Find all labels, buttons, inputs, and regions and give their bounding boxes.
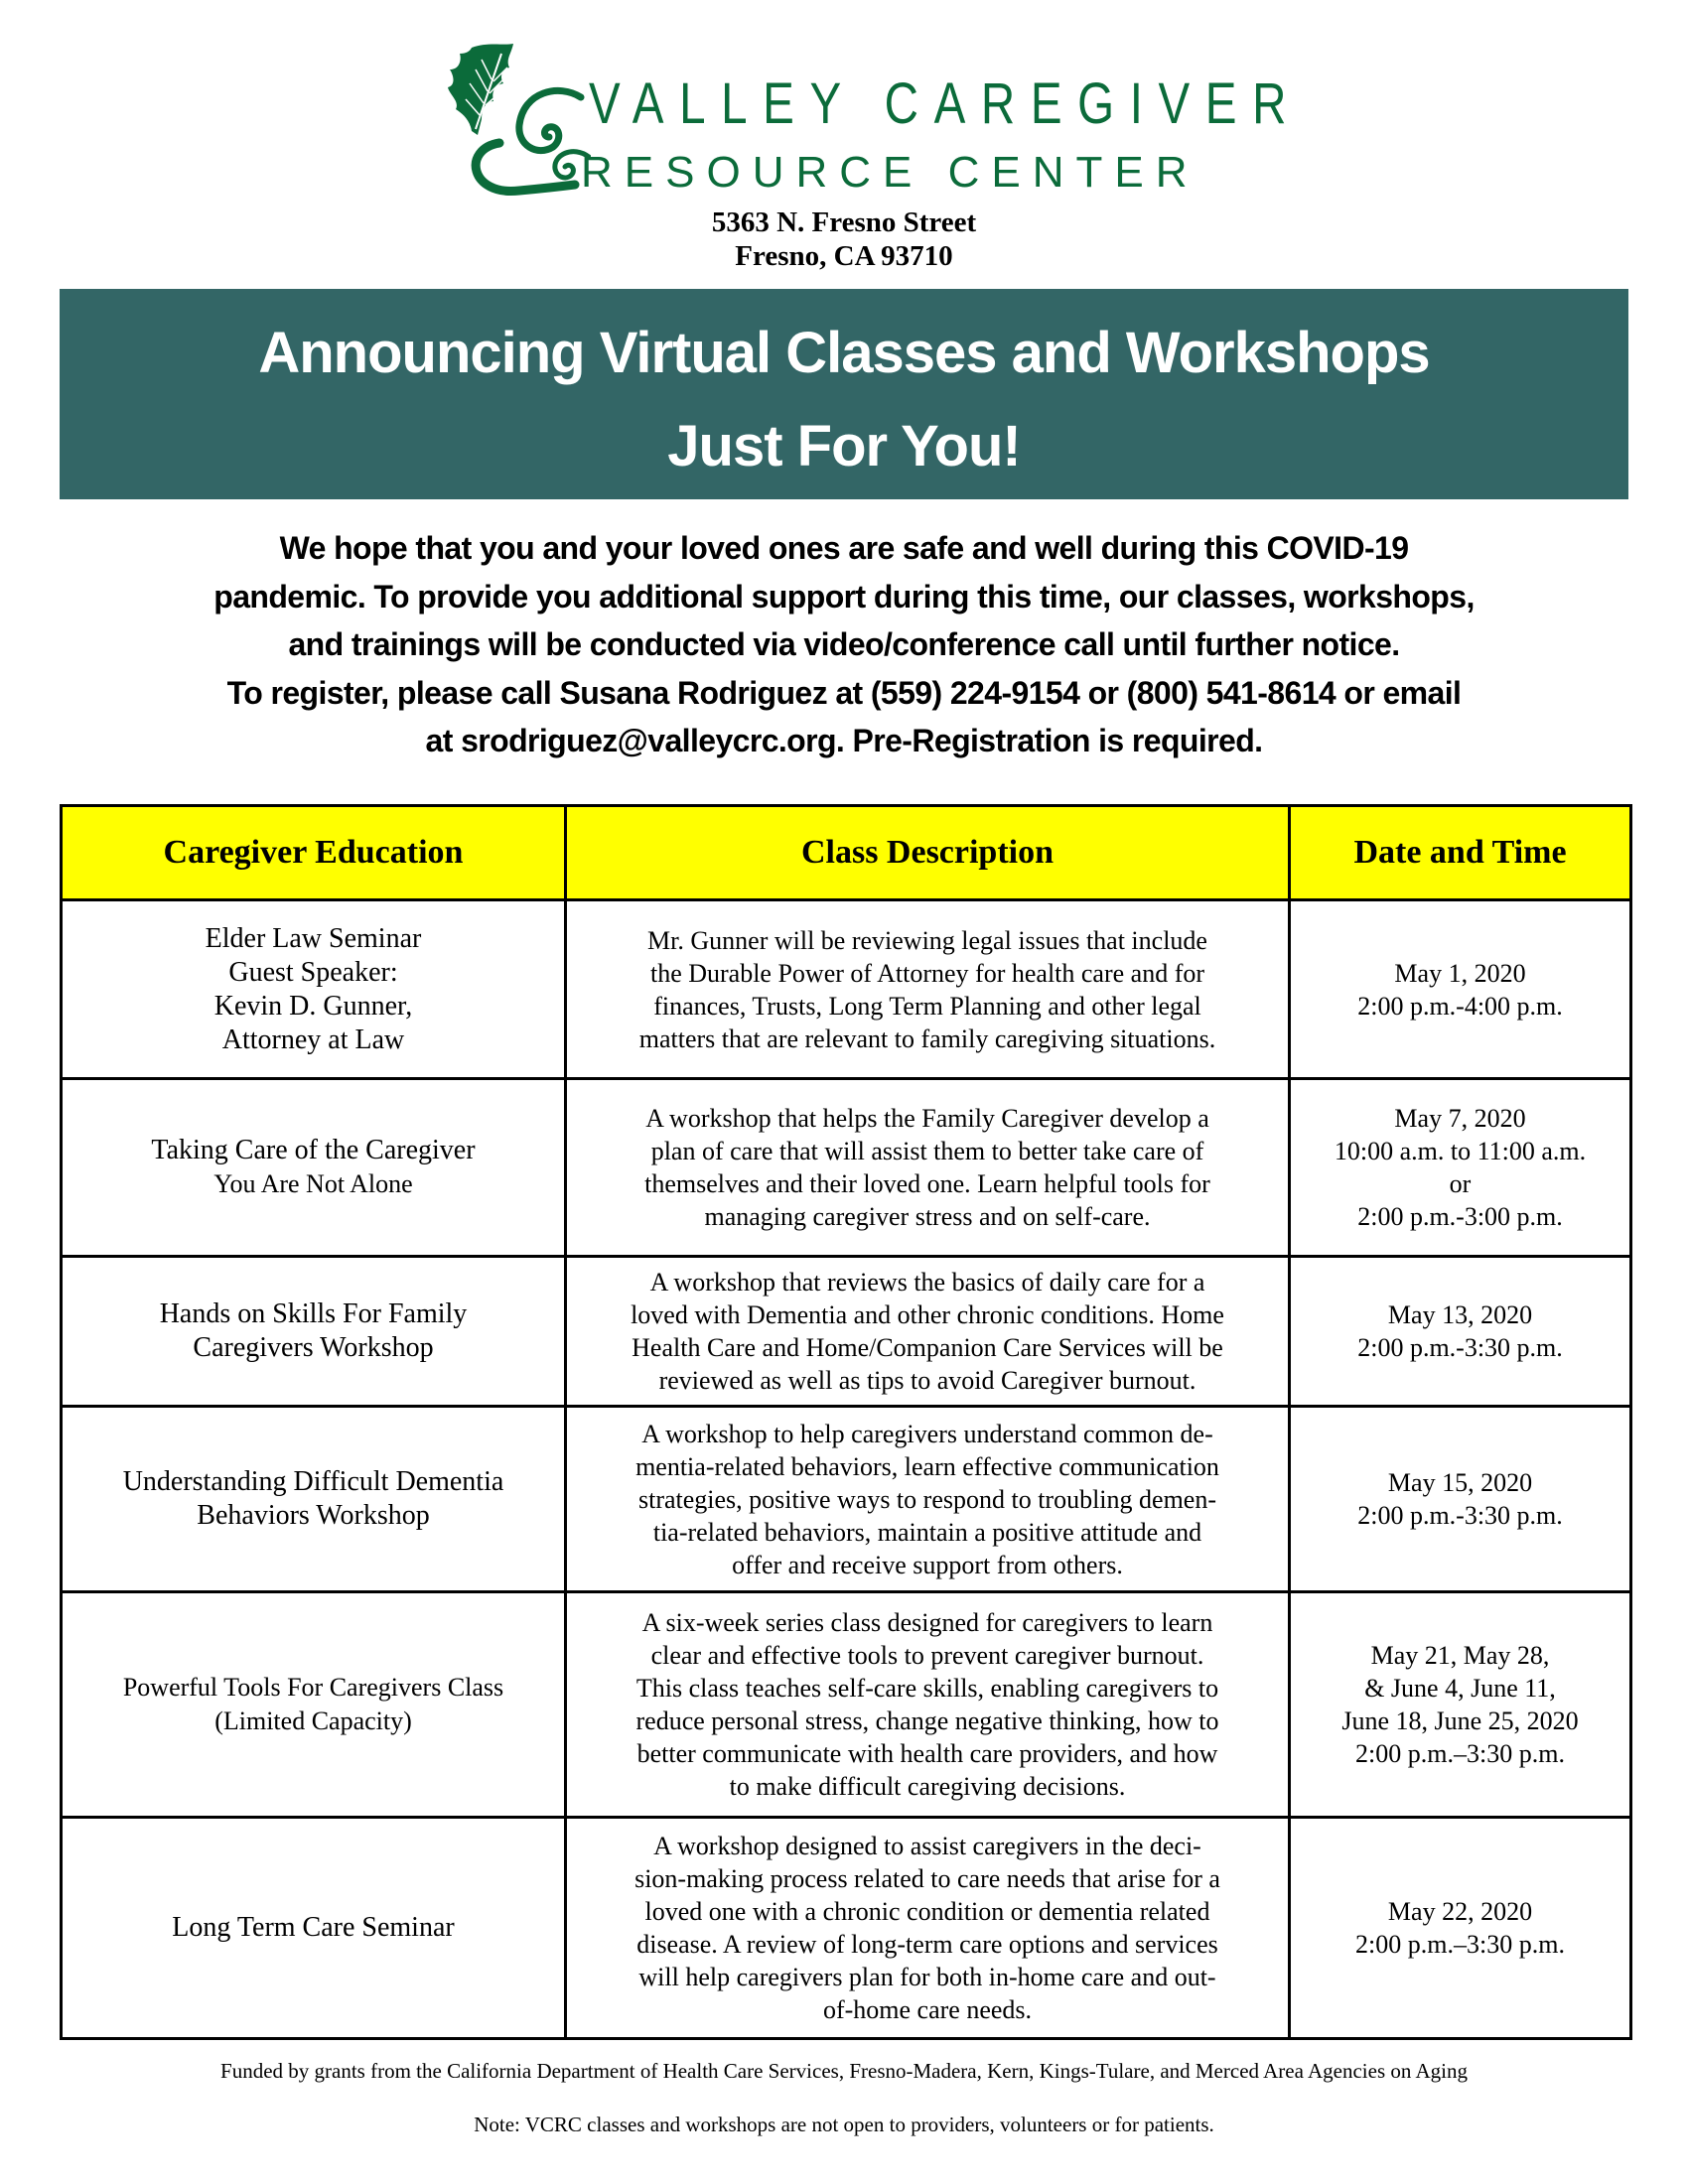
date-line: May 1, 2020 [1394,958,1526,988]
organization-logo [442,40,1303,199]
description-line: loved with Dementia and other chronic conditions. Home [631,1300,1224,1329]
class-name-cell [62,1257,566,1407]
description-line: This class teaches self-care skills, enabling caregivers to [635,1674,1219,1703]
date-line: May 7, 2020 [1394,1104,1526,1133]
class-name-line: Kevin D. Gunner, [213,990,413,1022]
class-name-line: Attorney at Law [221,1024,405,1055]
address-street: 5363 N. Fresno Street [711,206,977,238]
intro-line: We hope that you and your loved ones are safe and well during this COVID-19 [279,530,1409,566]
class-name-line: Hands on Skills For Family [159,1298,468,1329]
description-line: matters that are relevant to family caregiving situations. [638,1024,1216,1053]
date-time-cell [1290,1079,1631,1257]
banner-title-line1: Announcing Virtual Classes and Workshops [258,321,1430,385]
time-line: 2:00 p.m.–3:30 p.m. [1355,1930,1565,1959]
class-name-cell [62,1407,566,1592]
date-line: June 18, June 25, 2020 [1341,1706,1579,1735]
description-line: tia-related behaviors, maintain a positive attitude and [652,1517,1202,1547]
description-line: Mr. Gunner will be reviewing legal issues that include [647,925,1207,955]
description-line: better communicate with health care providers, and how [636,1739,1218,1768]
description-line: clear and effective tools to prevent caregiver burnout. [650,1641,1204,1670]
time-line: 10:00 a.m. to 11:00 a.m. [1334,1137,1587,1165]
class-name-cell [62,1079,566,1257]
date-time-cell [1290,900,1631,1079]
class-name-cell [62,1592,566,1818]
time-line: 2:00 p.m.–3:30 p.m. [1355,1739,1565,1768]
description-line: A workshop designed to assist caregivers in the deci- [653,1832,1201,1860]
intro-line: To register, please call Susana Rodriguez at (559) 224-9154 or (800) 541-8614 or email [226,674,1462,711]
table-row [62,1079,1631,1257]
column-header-caregiver-education: Caregiver Education [62,806,566,900]
table-row [62,1257,1631,1407]
intro-line: at srodriguez@valleycrc.org. Pre-Registration is required. [425,723,1263,758]
description-line: A six-week series class designed for caregivers to learn [641,1608,1213,1637]
description-line: Health Care and Home/Companion Care Services will be [632,1333,1223,1362]
description-line: to make difficult caregiving decisions. [729,1772,1126,1801]
table-row [62,900,1631,1079]
date-time-cell [1290,1592,1631,1818]
class-description-cell [566,1592,1290,1818]
time-line: 2:00 p.m.-3:30 p.m. [1357,1333,1563,1362]
description-line: reduce personal stress, change negative thinking, how to [635,1706,1219,1735]
description-line: will help caregivers plan for both in-home care and out- [638,1963,1216,1991]
logo-text-line2: RESOURCE CENTER [581,148,1199,197]
date-time-cell [1290,1818,1631,2039]
intro-line: pandemic. To provide you additional support during this time, our classes, workshops, [213,578,1475,614]
description-line: of-home care needs. [822,1995,1033,2024]
description-line: finances, Trusts, Long Term Planning and other legal [653,991,1201,1021]
table-row [62,1818,1631,2039]
class-name-line: Elder Law Seminar [205,922,422,954]
address-city: Fresno, CA 93710 [735,240,953,272]
date-line: May 13, 2020 [1387,1300,1533,1329]
logo-text-line1: VALLEY CAREGIVER [589,71,1303,136]
class-name-line: (Limited Capacity) [214,1706,412,1735]
date-time-cell [1290,1407,1631,1592]
date-line: & June 4, June 11, [1364,1674,1556,1703]
class-name-line: Understanding Difficult Dementia [122,1466,504,1497]
description-line: reviewed as well as tips to avoid Caregiver burnout. [658,1366,1196,1395]
class-name-line: Guest Speaker: [228,956,398,988]
description-line: strategies, positive ways to respond to troubling demen- [637,1484,1216,1514]
table-row [62,1592,1631,1818]
intro-paragraph [99,524,1589,765]
class-description-cell [566,1818,1290,2039]
oak-leaf-swirl-icon [442,40,591,199]
funding-statement: Funded by grants from the California Department of Health Care Services, Fresno-Madera, Kern, Kings-Tulare, and Merced Area Agencies on Aging [220,2059,1468,2083]
class-name-cell [62,900,566,1079]
class-name-line: Taking Care of the Caregiver [151,1135,476,1165]
time-line: 2:00 p.m.-3:30 p.m. [1357,1501,1563,1530]
class-name-line: Behaviors Workshop [197,1500,430,1531]
date-line: May 21, May 28, [1370,1641,1550,1670]
description-line: disease. A review of long-term care options and services [636,1930,1218,1959]
date-line: May 22, 2020 [1387,1897,1533,1926]
date-time-cell [1290,1257,1631,1407]
time-separator: or [1449,1169,1472,1198]
description-line: the Durable Power of Attorney for health care and for [649,958,1205,988]
announcement-banner [60,289,1628,499]
column-header-class-description: Class Description [566,806,1290,900]
class-description-cell [566,1407,1290,1592]
class-name-line: Caregivers Workshop [193,1332,434,1363]
banner-title-line2: Just For You! [667,414,1021,478]
eligibility-note: Note: VCRC classes and workshops are not open to providers, volunteers or for patients. [474,2113,1214,2136]
description-line: offer and receive support from others. [732,1550,1123,1579]
class-schedule-table [60,804,1632,2040]
class-name-cell [62,1818,566,2039]
description-line: A workshop to help caregivers understand common de- [641,1419,1213,1448]
date-line: May 15, 2020 [1387,1468,1533,1497]
description-line: loved one with a chronic condition or dementia related [644,1897,1210,1926]
description-line: themselves and their loved one. Learn helpful tools for [644,1169,1210,1198]
intro-line: and trainings will be conducted via video/conference call until further notice. [288,626,1400,662]
description-line: managing caregiver stress and on self-care. [704,1202,1151,1231]
table-row [62,1407,1631,1592]
class-description-cell [566,1079,1290,1257]
class-subtitle-line: You Are Not Alone [213,1169,413,1198]
description-line: A workshop that reviews the basics of daily care for a [649,1268,1205,1297]
table-header-row [62,806,1631,900]
class-description-cell [566,1257,1290,1407]
time-line: 2:00 p.m.-3:00 p.m. [1357,1202,1563,1231]
time-line: 2:00 p.m.-4:00 p.m. [1357,991,1563,1021]
class-name-line: Powerful Tools For Caregivers Class [122,1673,504,1702]
class-description-cell [566,900,1290,1079]
description-line: A workshop that helps the Family Caregiver develop a [645,1104,1209,1133]
description-line: sion-making process related to care needs that arise for a [634,1864,1220,1893]
description-line: plan of care that will assist them to better take care of [650,1137,1204,1165]
description-line: mentia-related behaviors, learn effective communication [635,1451,1219,1481]
class-name-line: Long Term Care Seminar [172,1912,455,1943]
column-header-date-and-time: Date and Time [1290,806,1631,900]
